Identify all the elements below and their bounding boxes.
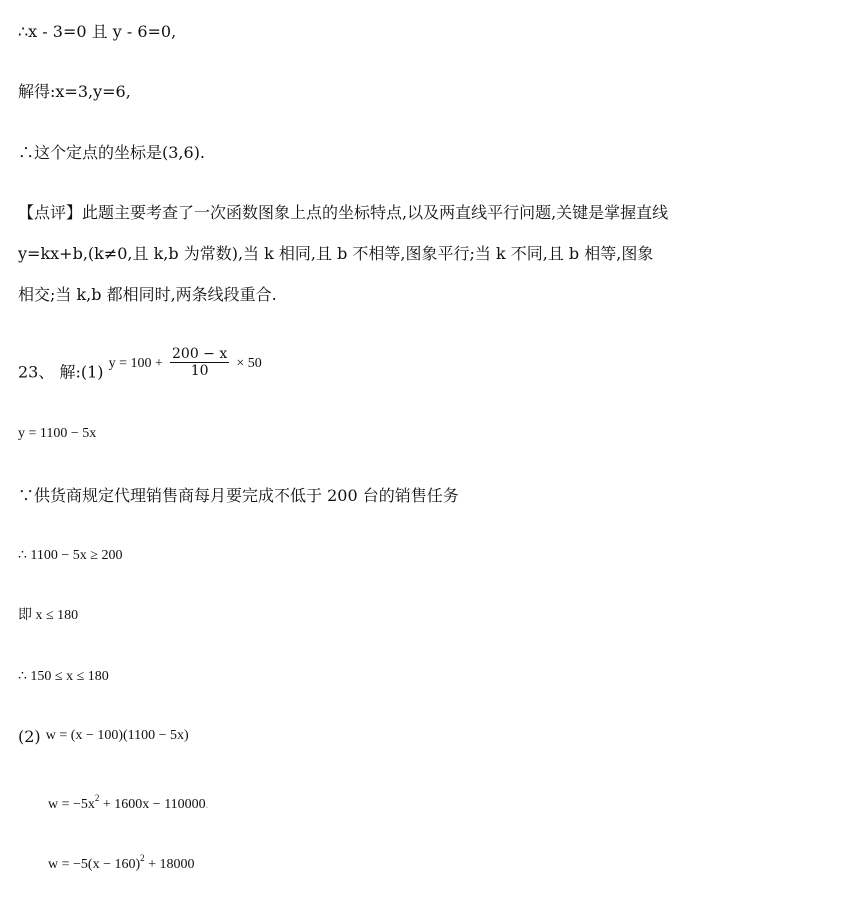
formula-w-expanded: [48, 788, 208, 816]
formula-y-simplified: y = 1100 − 5x: [18, 426, 97, 441]
inequality-3: ∴ 150 ≤ x ≤ 180: [18, 669, 109, 684]
line-solution: 解得:x=3,y=6,: [18, 82, 131, 101]
question-23-label: 23、 解:(1): [18, 362, 104, 382]
inequality-2: 即 x ≤ 180: [18, 608, 79, 623]
fraction-denominator: 10: [190, 363, 209, 379]
line-because-requirement: ∵供货商规定代理销售商每月要完成不低于 200 台的销售任务: [18, 486, 459, 505]
w-vertex-part-b: + 18000: [144, 857, 195, 872]
formula-w-vertex: [48, 848, 195, 875]
comment-line-1: 【点评】此题主要考查了一次函数图象上点的坐标特点,以及两直线平行问题,关键是掌握直线: [18, 203, 669, 222]
formula-fraction: [170, 346, 229, 379]
w-expanded-part-b: + 1600x − 110000: [99, 797, 206, 812]
w-vertex-exponent: 2: [140, 853, 145, 863]
part2-label: (2): [18, 727, 41, 746]
comment-line-3: 相交;当 k,b 都相同时,两条线段重合.: [18, 285, 277, 304]
marker-dot: .: [205, 800, 209, 811]
comment-line-2: y=kx+b,(k≠0,且 k,b 为常数),当 k 相同,且 b 不相等,图象平行;当 k 不同,且 b 相等,图象: [18, 244, 654, 263]
formula-w-product: w = (x − 100)(1100 − 5x): [45, 728, 189, 743]
w-vertex-part-a: w = −5(x − 160): [48, 857, 141, 872]
line-fixed-point: ∴这个定点的坐标是(3,6).: [18, 143, 206, 162]
question-23-part1: [18, 346, 262, 383]
question-23-part2: [18, 726, 189, 747]
line-therefore-equations: ∴x - 3=0 且 y - 6=0,: [18, 22, 177, 41]
w-expanded-exponent: 2: [94, 793, 100, 803]
formula-y-right: × 50: [236, 356, 262, 371]
w-expanded-part-a: w = −5x: [48, 797, 95, 812]
inequality-1: ∴ 1100 − 5x ≥ 200: [18, 548, 123, 563]
fraction-numerator: 200 − x: [172, 346, 228, 362]
formula-y-left: y = 100 +: [108, 356, 163, 371]
